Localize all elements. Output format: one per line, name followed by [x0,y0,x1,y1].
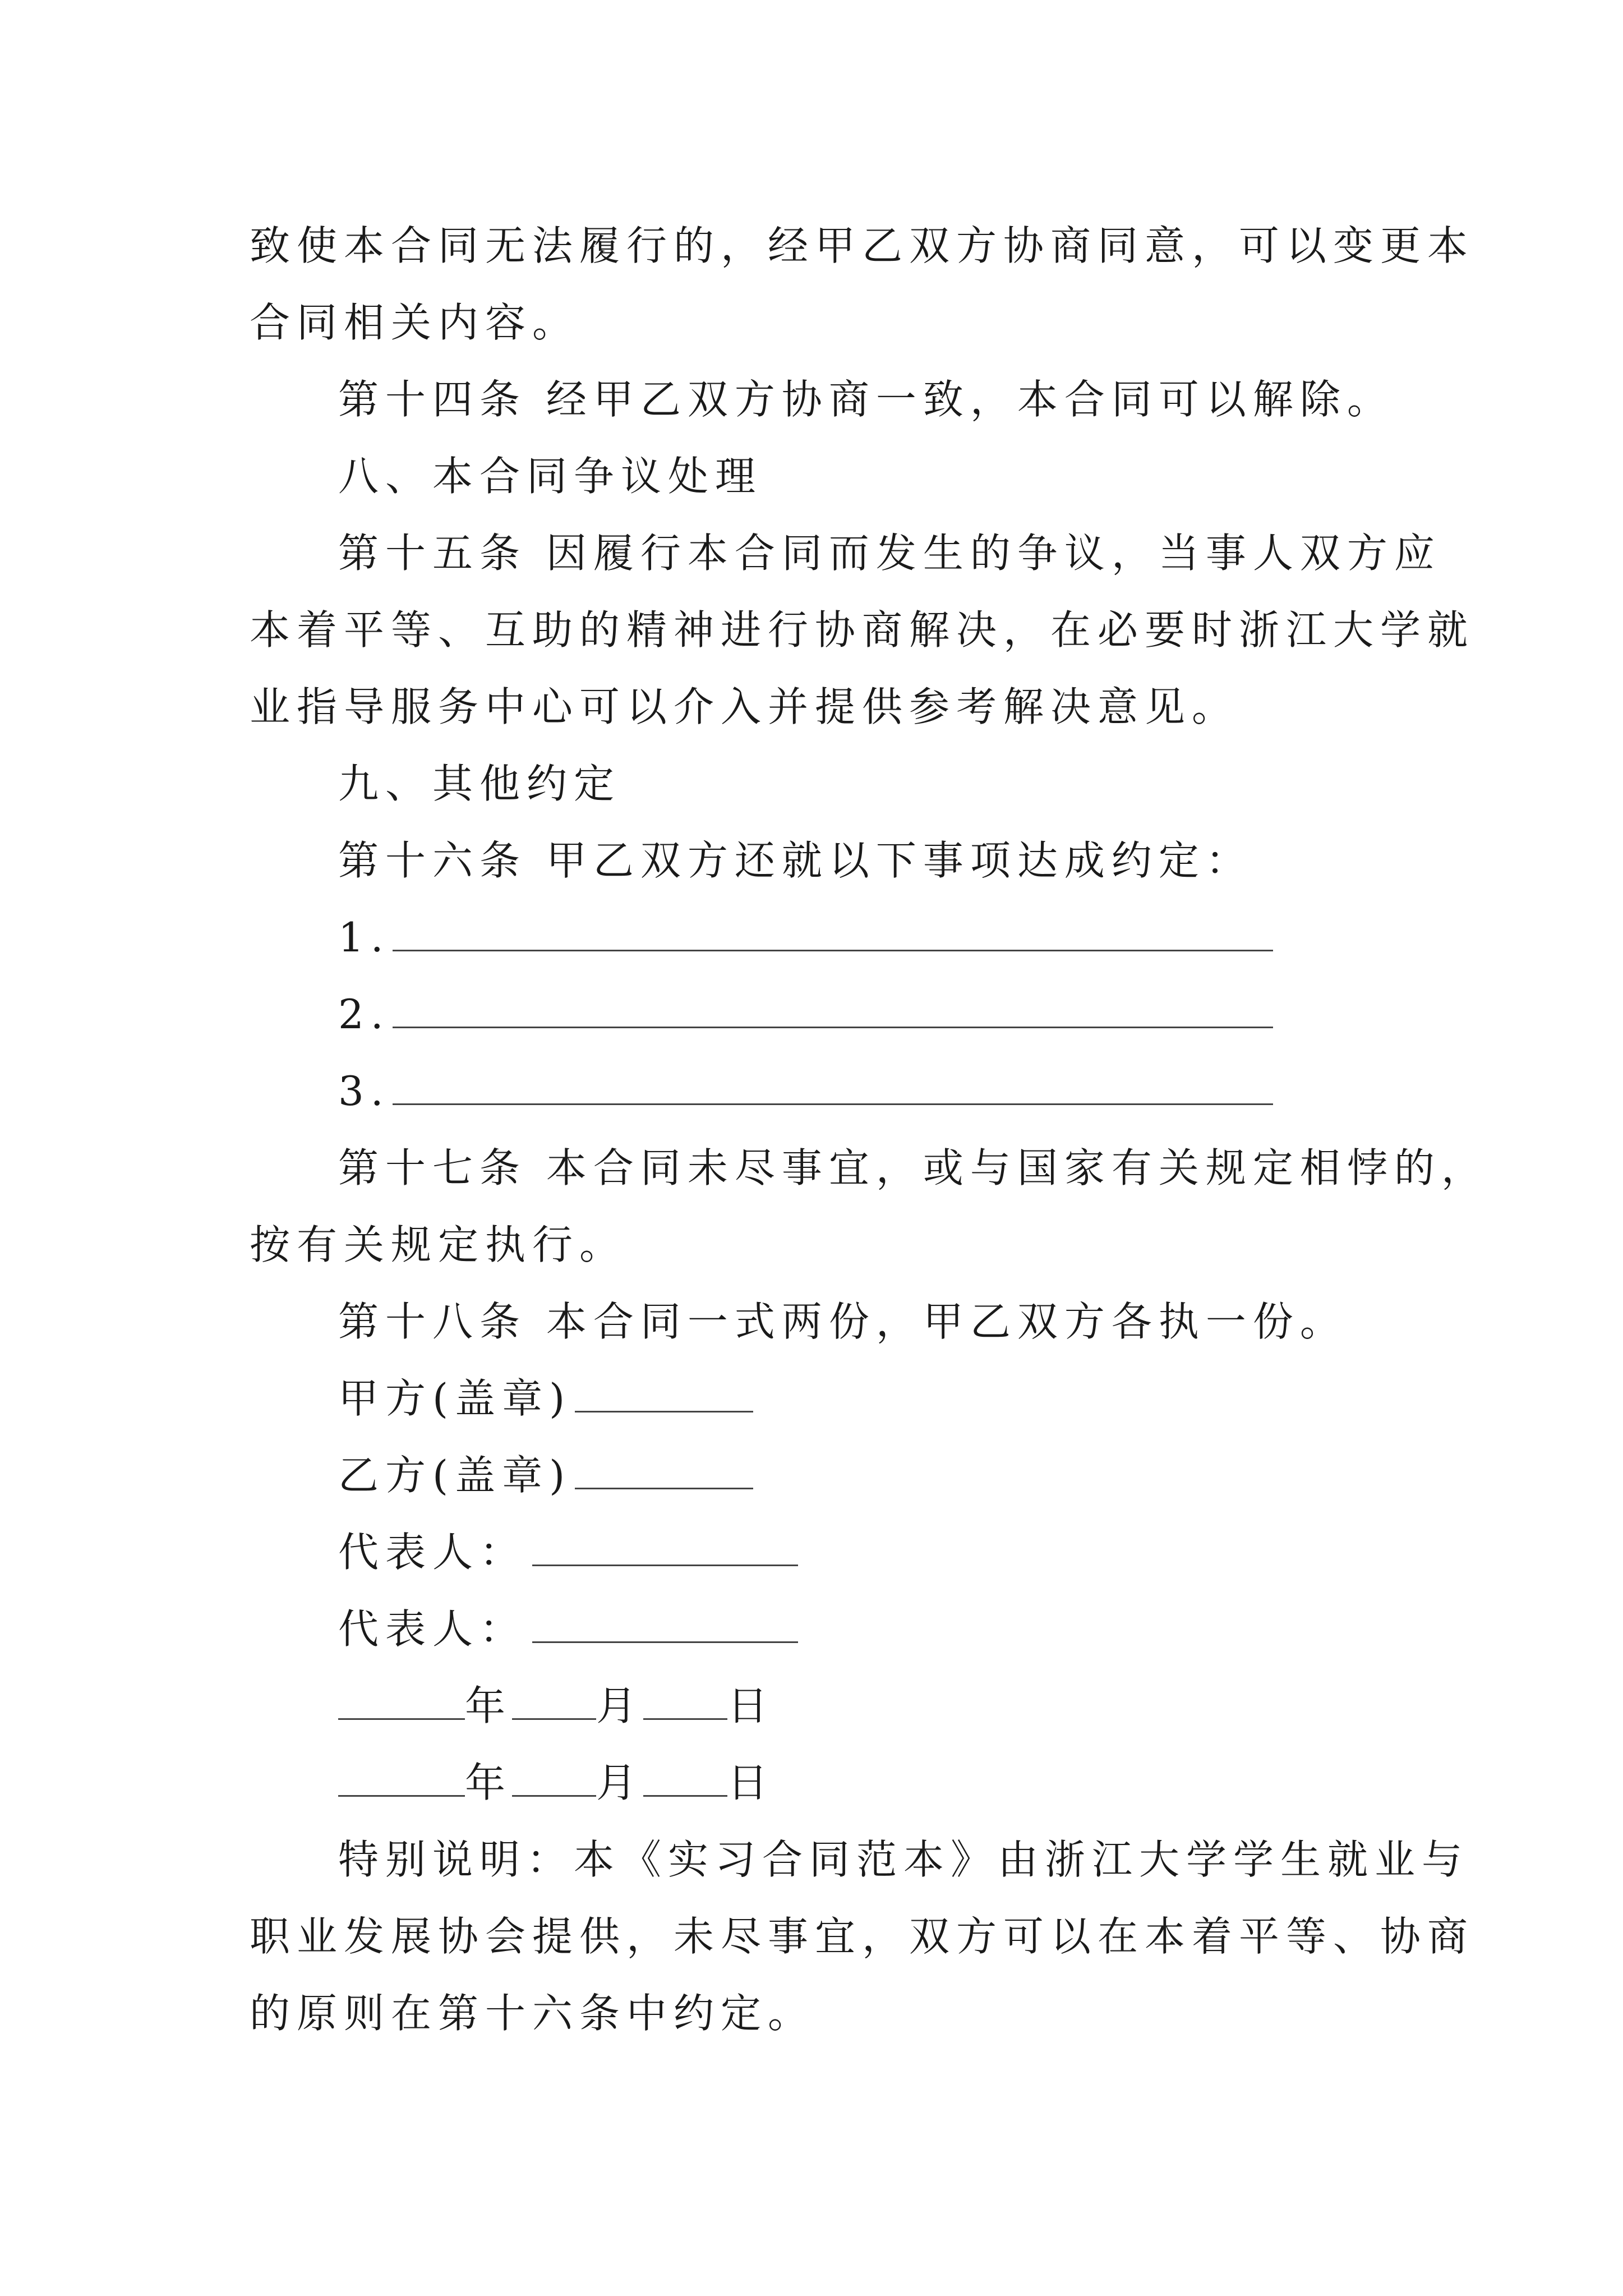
special-note-line: 职业发展协会提供，未尽事宜，双方可以在本着平等、协商 [250,1913,1475,1960]
article-15: 第十五条 因履行本合同而发生的争议，当事人双方应 [338,530,1441,577]
representative-a [250,1514,1394,1591]
paragraph-line: 业指导服务中心可以介入并提供参考解决意见。 [250,683,1239,730]
item-number: 2. [338,991,390,1038]
fill-in-blank[interactable] [393,992,1273,1028]
party-a-seal [250,1360,1394,1437]
day-label: 日 [727,1682,775,1729]
month-blank[interactable] [512,1683,596,1720]
item-number: 3. [338,1068,390,1115]
item-number: 1. [338,914,390,961]
article-18: 第十八条 本合同一式两份，甲乙双方各执一份。 [338,1298,1347,1345]
month-label: 月 [596,1682,644,1729]
fill-in-blank[interactable] [393,915,1273,951]
day-blank[interactable] [643,1683,727,1720]
party-a-blank[interactable] [575,1376,753,1412]
article-16: 第十六条 甲乙双方还就以下事项达成约定： [338,837,1253,884]
article-17: 第十七条 本合同未尽事宜，或与国家有关规定相悖的， [338,1144,1488,1191]
month-label: 月 [596,1759,644,1806]
year-blank[interactable] [338,1683,465,1720]
day-blank[interactable] [643,1760,727,1797]
agreement-item-2 [250,976,1394,1053]
article-14: 第十四条 经甲乙双方协商一致，本合同可以解除。 [338,376,1394,423]
year-label: 年 [465,1682,513,1729]
date-line-a [250,1668,1394,1745]
representative-blank[interactable] [532,1607,798,1643]
year-blank[interactable] [338,1760,465,1797]
agreement-item-1 [250,899,1394,976]
document-body [250,208,1488,2052]
representative-label: 代表人： [338,1529,527,1576]
agreement-item-3 [250,1053,1394,1130]
paragraph-line: 按有关规定执行。 [250,1221,627,1268]
party-b-seal [250,1437,1394,1514]
special-note-line: 的原则在第十六条中约定。 [250,1990,815,2037]
date-line-b [250,1745,1394,1821]
special-note: 特别说明：本《实习合同范本》由浙江大学学生就业与 [338,1836,1469,1883]
fill-in-blank[interactable] [393,1069,1273,1105]
party-a-label: 甲方(盖章) [338,1375,572,1422]
representative-b [250,1591,1394,1668]
representative-blank[interactable] [532,1530,798,1566]
day-label: 日 [727,1759,775,1806]
section-heading-8: 八、本合同争议处理 [338,453,763,500]
paragraph-line: 本着平等、互助的精神进行协商解决，在必要时浙江大学就 [250,606,1475,654]
section-heading-9: 九、其他约定 [338,760,621,807]
party-b-blank[interactable] [575,1453,753,1489]
month-blank[interactable] [512,1760,596,1797]
representative-label: 代表人： [338,1605,527,1653]
paragraph-line: 合同相关内容。 [250,299,580,346]
year-label: 年 [465,1759,513,1806]
paragraph-line: 致使本合同无法履行的，经甲乙双方协商同意，可以变更本 [250,222,1475,269]
party-b-label: 乙方(盖章) [338,1452,572,1499]
